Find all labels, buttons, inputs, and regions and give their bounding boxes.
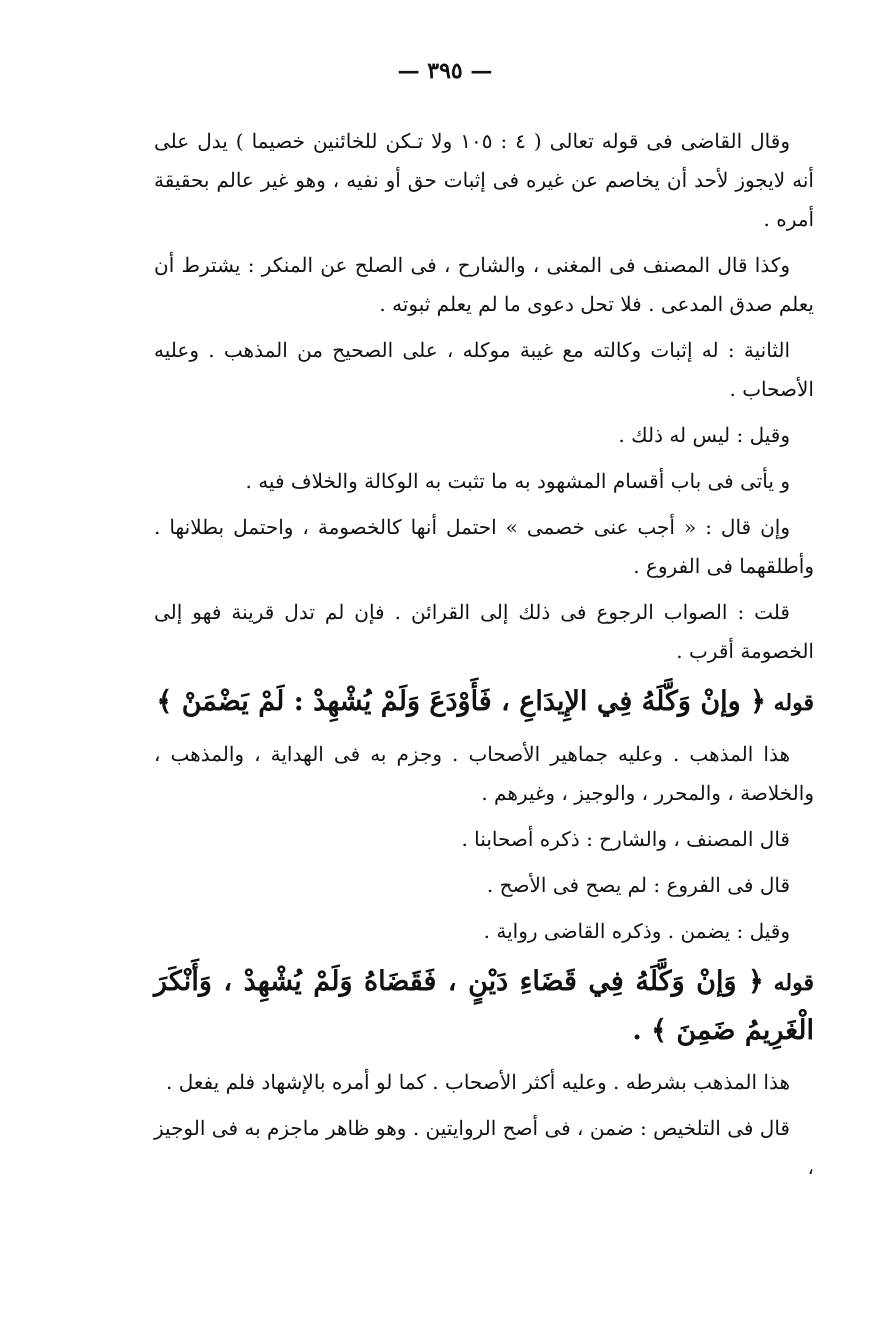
paragraph-condition: هذا المذهب بشرطه . وعليه أكثر الأصحاب . كما لو أمره بالإشهاد فلم يفعل . xyxy=(166,1070,790,1094)
paragraph-answer-opponent: وإن قال : « أجب عنى خصمى » احتمل أنها كالخصومة ، واحتمل بطلانها . وأطلقهما فى الفروع . xyxy=(154,515,814,578)
paragraph-alternate-view: وقيل : ليس له ذلك . xyxy=(618,423,790,447)
paragraph-liability-view: وقيل : يضمن . وذكره القاضى رواية . xyxy=(483,919,790,943)
paragraph-furu: قال فى الفروع : لم يصح فى الأصح . xyxy=(486,873,790,897)
quote-lead-word: قوله xyxy=(773,690,814,716)
paragraph-author-opinion: قلت : الصواب الرجوع فى ذلك إلى القرائن . فإن لم تدل قرينة فهو إلى الخصومة أقرب . xyxy=(154,600,814,663)
paragraph-musannif-sharih: قال المصنف ، والشارح : ذكره أصحابنا . xyxy=(461,827,790,851)
paragraph-qadi-quote: وقال القاضى فى قوله تعالى ( ٤ : ١٠٥ ولا تـكن للخائنين خصيما ) يدل على أنه لايجوز لأحد أن يخاصم عن غيره فى إثبات حق أو نفيه ، وهو غير عالم بحقيقة أمره . xyxy=(154,129,814,231)
page-body xyxy=(154,122,814,1187)
paragraph-second-issue: الثانية : له إثبات وكالته مع غيبة موكله ، على الصحيح من المذهب . وعليه الأصحاب . xyxy=(154,338,814,401)
paragraph-madhhab-view: هذا المذهب . وعليه جماهير الأصحاب . وجزم به فى الهداية ، والمذهب ، والخلاصة ، والمحرر ، والوجيز ، وغيرهم . xyxy=(154,742,814,805)
quoted-matn-debt xyxy=(154,958,814,1055)
quote-text: ﴿ وإنْ وَكَّلَهُ فِي الإِيدَاعِ ، فَأَوْدَعَ وَلَمْ يُشْهِدْ : لَمْ يَضْمَنْ ﴾ xyxy=(156,686,766,717)
paragraph-mughni: وكذا قال المصنف فى المغنى ، والشارح ، فى الصلح عن المنكر : يشترط أن يعلم صدق المدعى . فلا تحل دعوى ما لم يعلم ثبوته . xyxy=(154,253,814,316)
page-number: — ٣٩٥ — xyxy=(397,58,493,84)
paragraph-talkhis: قال فى التلخيص : ضمن ، فى أصح الروايتين . وهو ظاهر ماجزم به فى الوجيز ، xyxy=(154,1116,814,1179)
quoted-matn-deposit xyxy=(154,678,814,727)
quote-text: ﴿ وَإنْ وَكَّلَهُ فِي قَضَاءِ دَيْنٍ ، فَقَضَاهُ وَلَمْ يُشْهِدْ ، وَأَنْكَرَ الْغَرِيمُ ضَمِنَ ﴾ . xyxy=(154,966,814,1046)
paragraph-cross-reference: و يأتى فى باب أقسام المشهود به ما تثبت به الوكالة والخلاف فيه . xyxy=(245,469,790,493)
quote-lead-word: قوله xyxy=(773,970,814,996)
